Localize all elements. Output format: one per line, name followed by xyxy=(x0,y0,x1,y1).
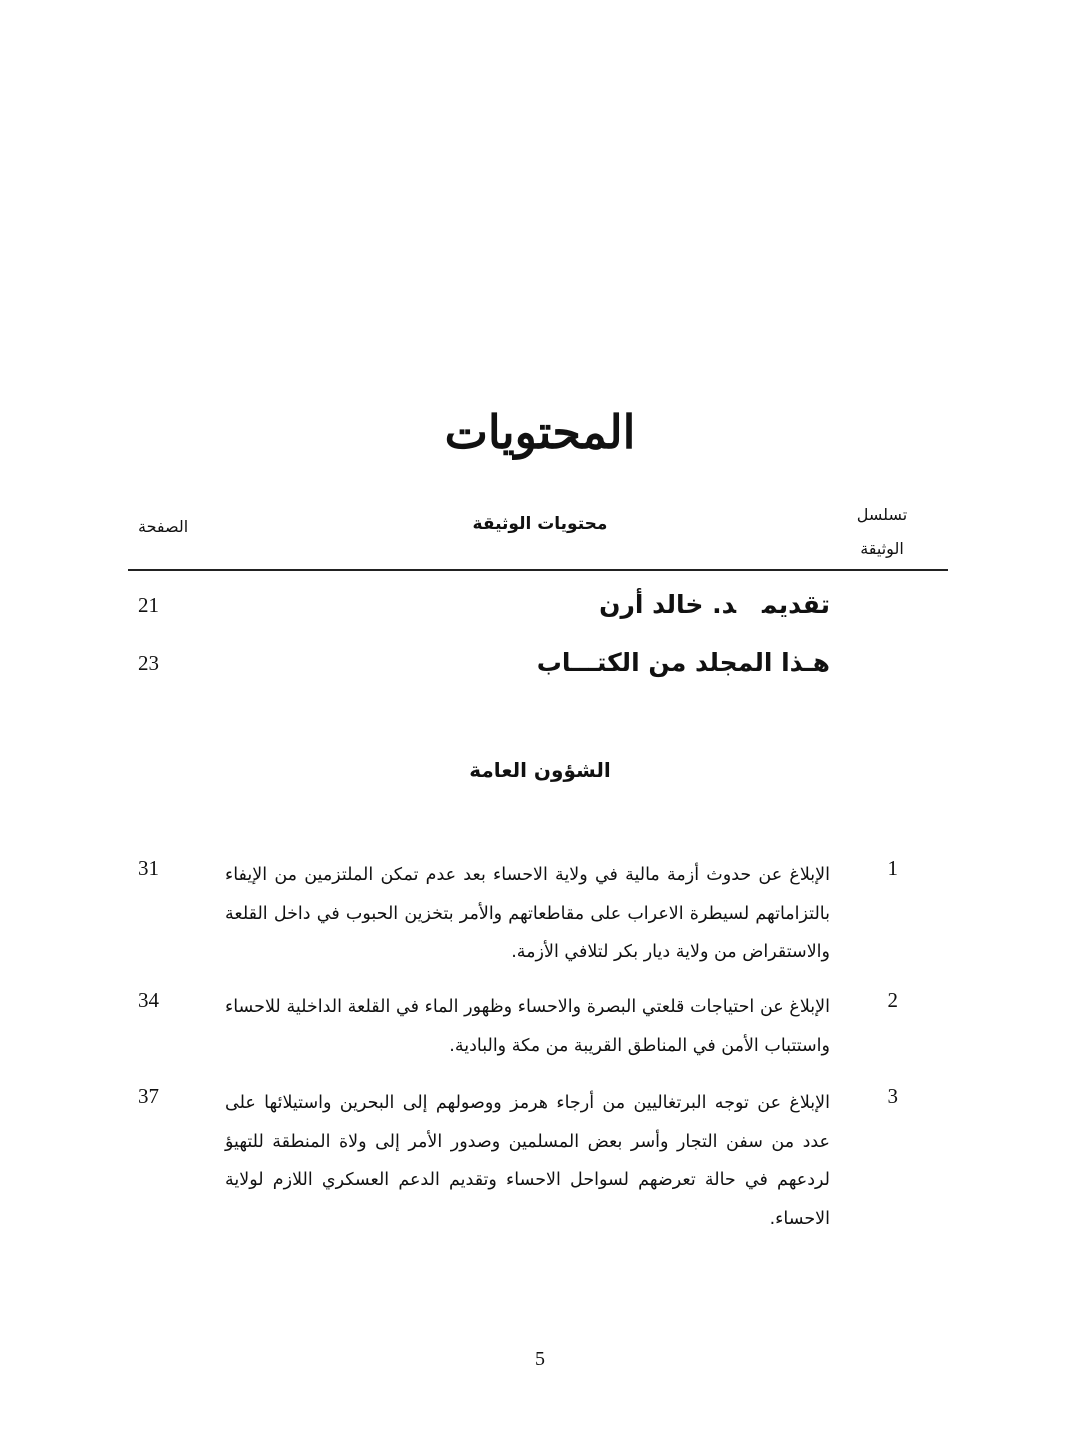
front-matter-volume-page: 23 xyxy=(138,651,159,675)
section-heading: الشؤون العامة xyxy=(469,758,611,782)
toc-entry-page: 34 xyxy=(138,988,159,1012)
toc-entry-text: الإبلاغ عن احتياجات قلعتي البصرة والاحساء وظهور الماء في القلعة الداخلية للاحساء واستتباب الأمن في المناطق القريبة من مكة والبادية. xyxy=(225,997,830,1056)
toc-entry-page: 37 xyxy=(138,1084,159,1108)
column-header-sequence-line2: الوثيقة xyxy=(860,539,904,558)
toc-entry-number: 2 xyxy=(887,988,898,1012)
toc-entry-text: الإبلاغ عن حدوث أزمة مالية في ولاية الاحساء بعد عدم تمكن الملتزمين من الإيفاء بالتزاماتهم لسيطرة الاعراب على مقاطعاتهم والأمر بتخزين الحبوب في داخل القلعة والاستقراض من ولاية ديار بكر لتلافي الأزمة. xyxy=(225,865,830,962)
toc-entry-text: الإبلاغ عن توجه البرتغاليين من أرجاء هرمز ووصولهم إلى البحرين واستيلائها على عدد من سفن التجار وأسر بعض المسلمين وصدور الأمر إلى ولاة المنطقة للتهيؤ لردعهم في حالة تعرضهم لسواحل الاحساء وتقديم الدعم العسكري اللازم لولاية الاحساء. xyxy=(225,1093,830,1229)
toc-entry-page: 31 xyxy=(138,856,159,880)
front-matter-intro-author: د. خالد أرن xyxy=(599,590,737,619)
toc-entry-number: 3 xyxy=(887,1084,898,1108)
front-matter-intro-page: 21 xyxy=(138,593,159,617)
page-title: المحتويات xyxy=(444,405,636,459)
front-matter-intro xyxy=(599,590,830,619)
column-header-page: الصفحة xyxy=(138,517,189,536)
front-matter-intro-label: تقديم xyxy=(762,590,830,619)
front-matter-volume: هـذا المجلد من الكتـــاب xyxy=(536,648,830,677)
header-divider xyxy=(128,569,948,571)
column-header-contents: محتويات الوثيقة xyxy=(472,514,608,534)
toc-entry-number: 1 xyxy=(887,856,898,880)
page-number: 5 xyxy=(535,1348,545,1370)
column-header-sequence-line1: تسلسل xyxy=(856,505,908,524)
